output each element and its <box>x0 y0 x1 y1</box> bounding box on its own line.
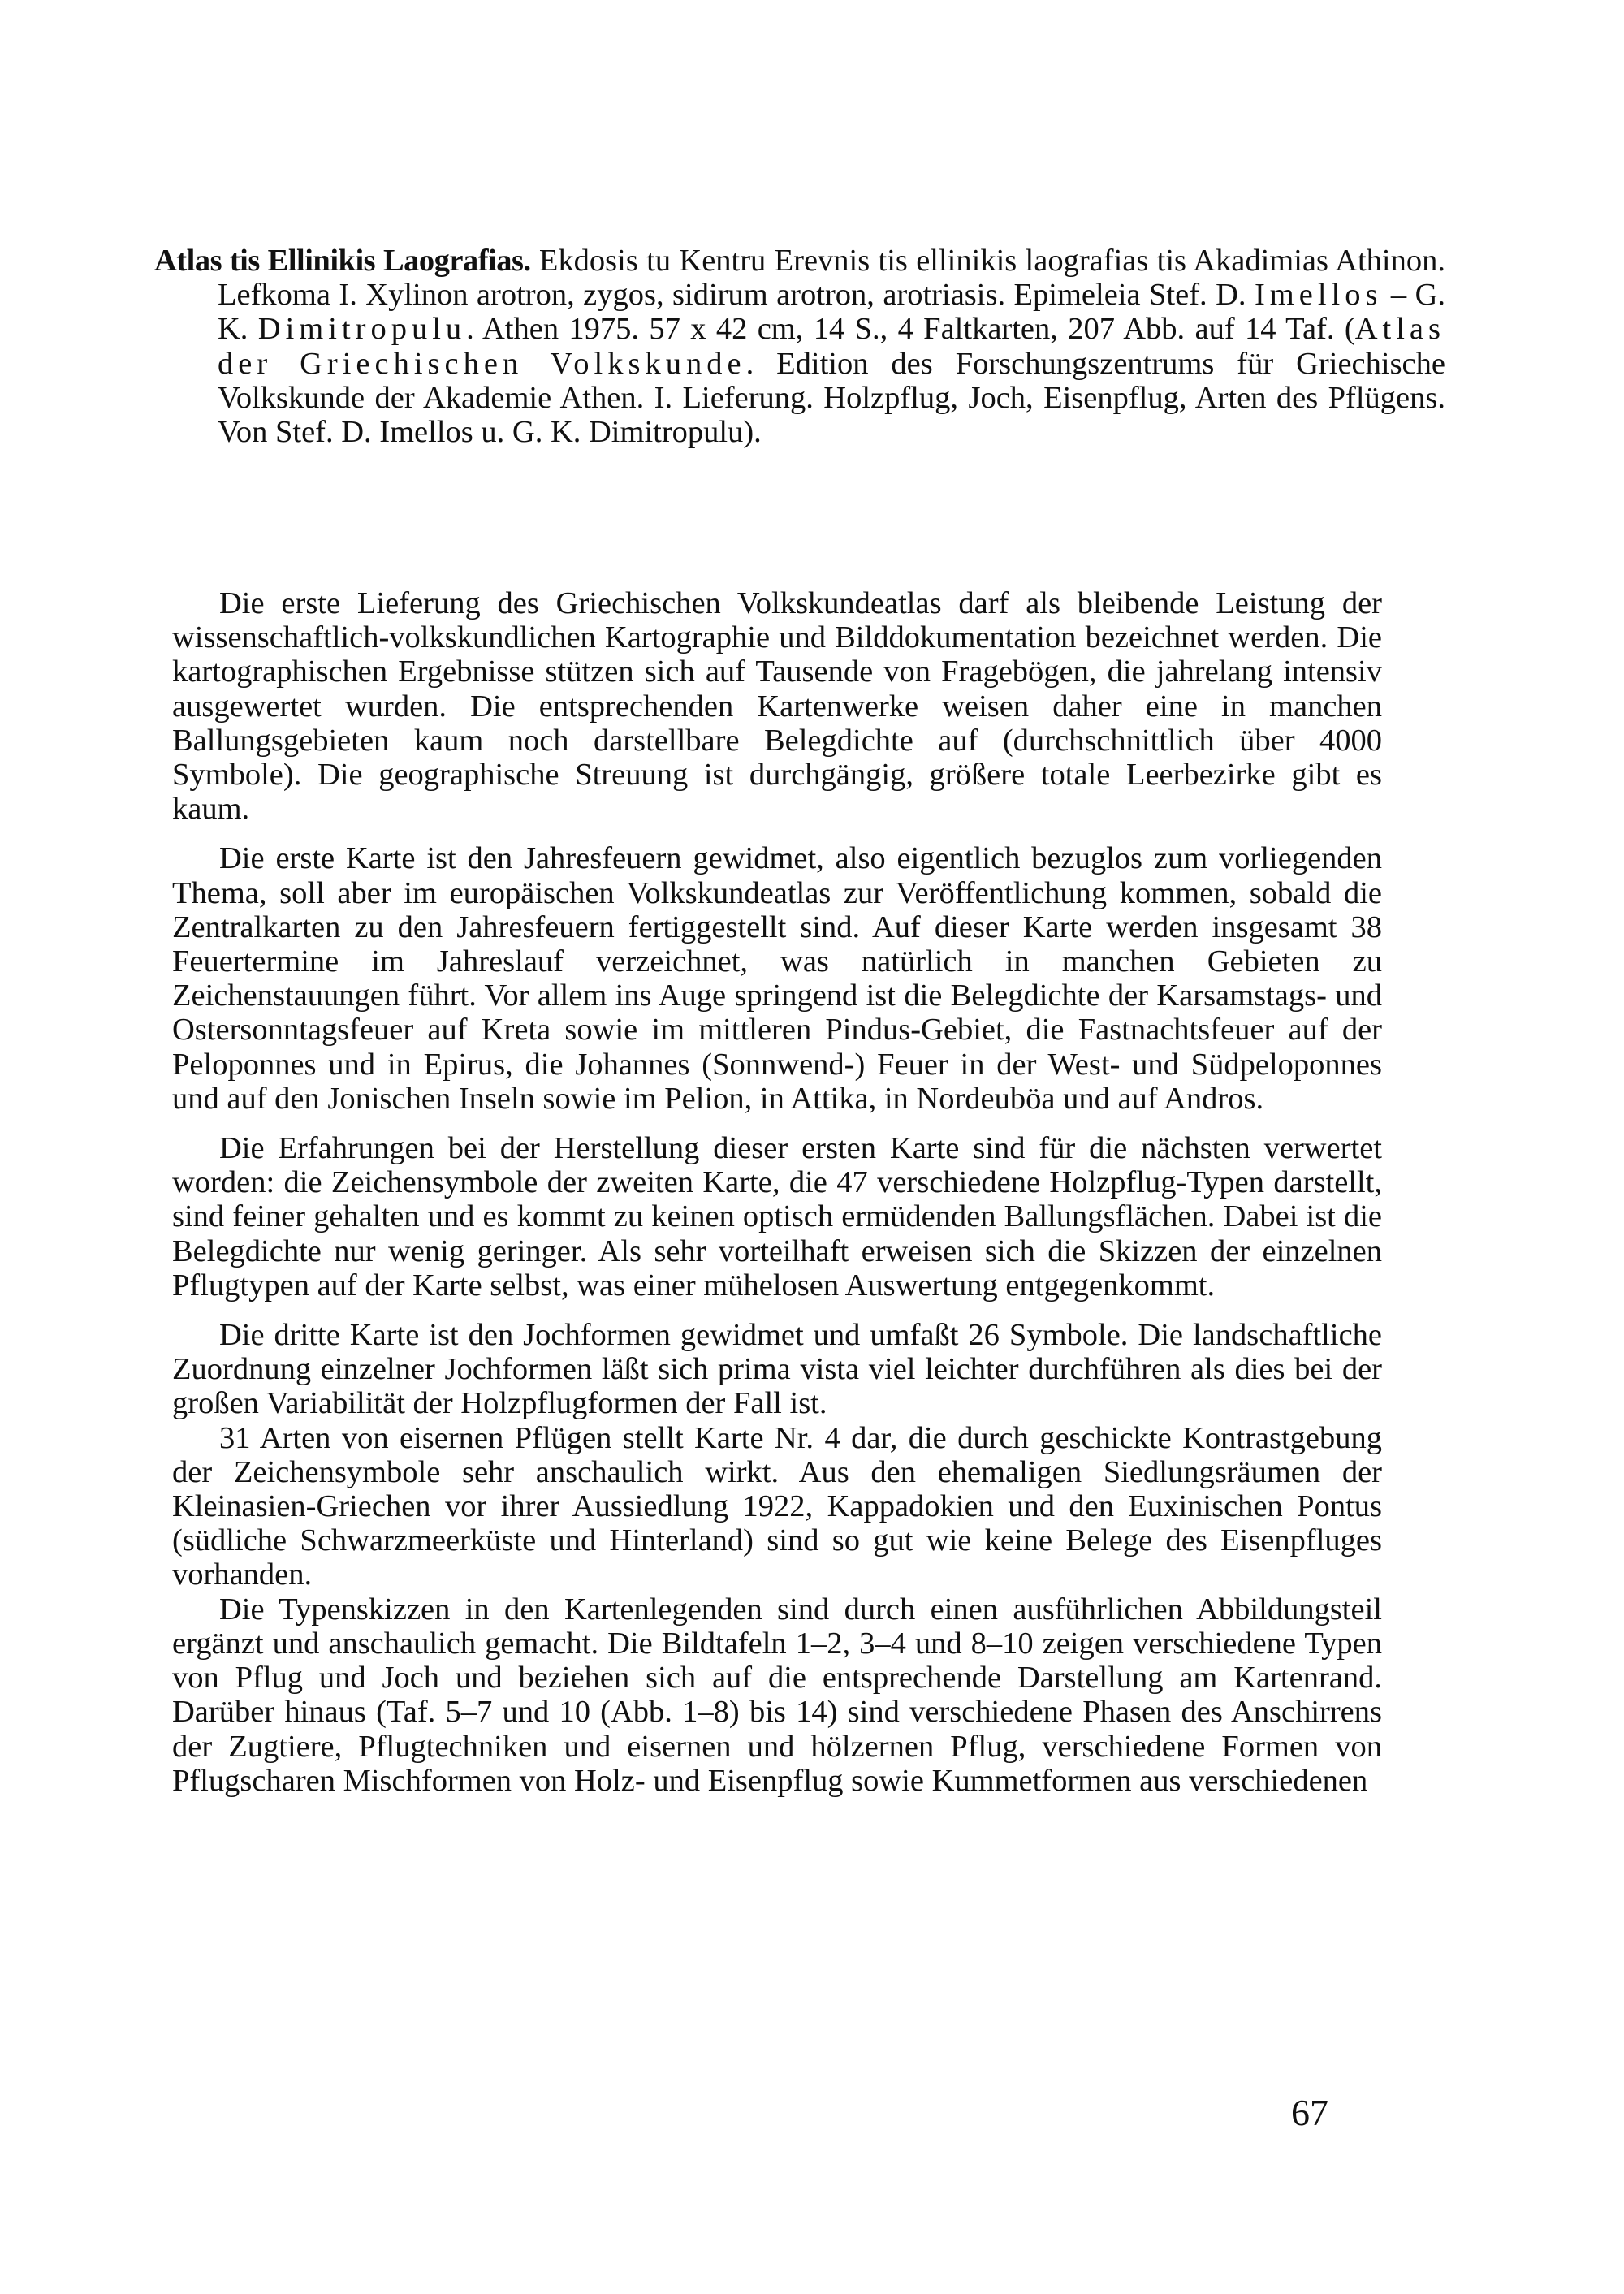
citation-text-1: Ekdosis tu Kentru Erevnis tis ellinikis laografias tis Akadimias Athinon. Lefkoma I. Xylinon arotron, zygos, sidirum arotron, arotriasis. Epimeleia Stef. D. <box>218 244 1445 313</box>
citation-editor-1: Imellos <box>1254 278 1383 313</box>
paragraph-6: Die Typenskizzen in den Kartenlegenden sind durch einen ausführlichen Abbildungsteil ergänzt und anschaulich gemacht. Die Bildtafeln 1–2, 3–4 und 8–10 zeigen verschiedene Typen von Pflug und Joch und beziehen sich auf die entsprechende Darstellung am Kartenrand. Darüber hinaus (Taf. 5–7 und 10 (Abb. 1–8) bis 14) sind verschiedene Phasen des Anschirrens der Zugtiere, Pflugtechniken und eisernen und hölzernen Pflug, verschiedene Formen von Pflugscharen Mischformen von Holz- und Eisenpflug sowie Kummetformen aus verschiedenen <box>172 1592 1382 1798</box>
page-number: 67 <box>1291 2092 1328 2133</box>
paragraph-3: Die Erfahrungen bei der Herstellung dieser ersten Karte sind für die nächsten verwertet worden: die Zeichensymbole der zweiten Karte, die 47 verschiedene Holzpflug-Typen darstellt, sind feiner gehalten und es kommt zu keinen optisch ermüdenden Ballungsflächen. Dabei ist die Belegdichte nur wenig geringer. Als sehr vorteilhaft erweisen sich die Skizzen der einzelnen Pflugtypen auf der Karte selbst, was einer mühelosen Auswertung entgegenkommt. <box>172 1131 1382 1303</box>
paragraph-4: Die dritte Karte ist den Jochformen gewidmet und umfaßt 26 Symbole. Die landschaftliche Zuordnung einzelner Jochformen läßt sich prima vista viel leichter durchführen als dies bei der großen Variabilität der Holzpflugformen der Fall ist. <box>172 1318 1382 1421</box>
citation-separator: – G. K. <box>218 278 1445 347</box>
body-text <box>172 586 1382 1798</box>
paragraph-5: 31 Arten von eisernen Pflügen stellt Karte Nr. 4 dar, die durch geschickte Kontrastgebung der Zeichensymbole sehr anschaulich wirkt. Aus den ehemaligen Siedlungsräumen der Kleinasien-Griechen vor ihrer Aussiedlung 1922, Kappadokien und den Euxinischen Pontus (südliche Schwarzmeerküste und Hinterland) sind so gut wie keine Belege des Eisenpfluges vorhanden. <box>172 1420 1382 1592</box>
citation-title: Atlas tis Ellinikis Laografias. <box>154 244 531 278</box>
citation-german-title: Atlas der Griechischen Volkskunde <box>218 312 1445 381</box>
paragraph-1: Die erste Lieferung des Griechischen Volkskundeatlas darf als bleibende Leistung der wissenschaftlich-volkskundlichen Kartographie und Bilddokumentation bezeichnet werden. Die kartographischen Ergebnisse stützen sich auf Tausende von Fragebögen, die jahrelang intensiv ausgewertet wurden. Die entsprechenden Kartenwerke weisen daher eine in manchen Ballungsgebieten kaum noch darstellbare Belegdichte auf (durchschnittlich über 4000 Symbole). Die geographische Streuung ist durchgängig, größere totale Leerbezirke gibt es kaum. <box>172 586 1382 827</box>
bibliographic-citation <box>154 244 1445 449</box>
paragraph-2: Die erste Karte ist den Jahresfeuern gewidmet, also eigentlich bezuglos zum vorliegenden Thema, soll aber im europäischen Volkskundeatlas zur Veröffentlichung kommen, sobald die Zentralkarten zu den Jahresfeuern fertiggestellt sind. Auf dieser Karte werden insgesamt 38 Feuertermine im Jahreslauf verzeichnet, was natürlich in manchen Gebieten zu Zeichenstauungen führt. Vor allem ins Auge springend ist die Belegdichte der Karsamstags- und Ostersonntagsfeuer auf Kreta sowie im mittleren Pindus-Gebiet, die Fastnachtsfeuer auf der Peloponnes und in Epirus, die Johannes (Sonnwend-) Feuer in der West- und Südpeloponnes und auf den Jonischen Inseln sowie im Pelion, in Attika, in Nordeuböa und auf Andros. <box>172 841 1382 1116</box>
citation-text-2: . Athen 1975. 57 x 42 cm, 14 S., 4 Faltkarten, 207 Abb. auf 14 Taf. ( <box>466 312 1355 347</box>
citation-text-3: . Edition des Forschungszentrums für Griechische Volkskunde der Akademie Athen. I. Lieferung. Holzpflug, Joch, Eisenpflug, Arten des Pflügens. Von Stef. D. Imellos u. G. K. Dimitropulu). <box>218 346 1445 450</box>
citation-editor-2: Dimitropulu <box>257 312 467 347</box>
